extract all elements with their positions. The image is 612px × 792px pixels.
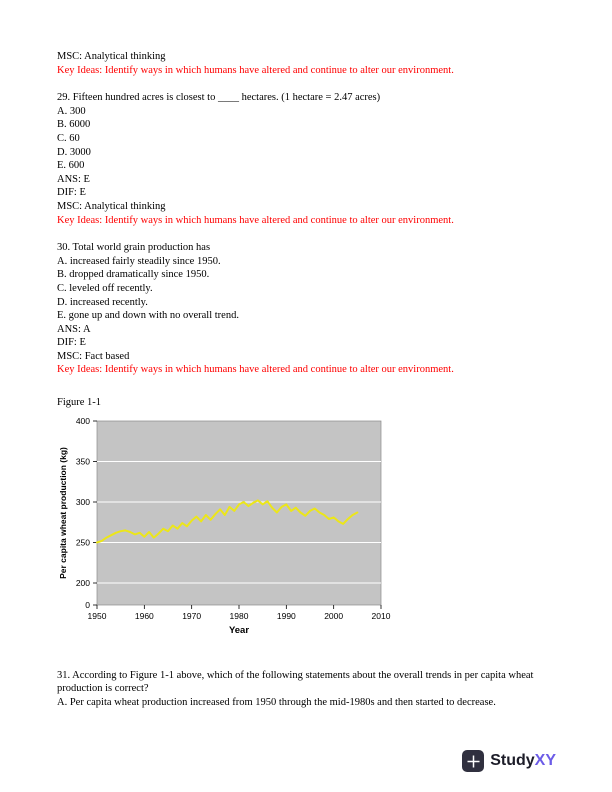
brand-xy: XY [534, 752, 556, 769]
question-29-answer: ANS: E [57, 173, 90, 185]
question-29-option-d: D. 3000 [57, 146, 91, 158]
question-30-option-e: E. gone up and down with no overall trend. [57, 310, 239, 322]
question-30-option-b: B. dropped dramatically since 1950. [57, 269, 210, 281]
question-29-key-ideas: Key Ideas: Identify ways in which humans have altered and continue to alter our environment. [57, 214, 454, 226]
question-30-option-d: D. increased recently. [57, 296, 148, 308]
question-29-stem: 29. Fifteen hundred acres is closest to ____ hectares. (1 hectare = 2.47 acres) [57, 92, 381, 104]
chart-y-tick-label: 200 [75, 577, 90, 588]
question-29-difficulty: DIF: E [57, 187, 86, 199]
question-30-difficulty: DIF: E [57, 337, 86, 349]
wheat-production-chart-svg [55, 415, 395, 641]
chart-x-axis-title: Year [228, 624, 250, 636]
question-30-option-c: C. leveled off recently. [57, 282, 153, 294]
chart-y-tick-label: 300 [75, 496, 90, 507]
chart-x-tick-label: 1980 [229, 610, 249, 621]
question-29-msc: MSC: Analytical thinking [57, 200, 166, 212]
question-29-option-e: E. 600 [57, 160, 85, 172]
question-30-option-a: A. increased fairly steadily since 1950. [57, 255, 221, 267]
chart-x-tick-label: 1960 [134, 610, 154, 621]
msc-text: MSC: Analytical thinking [57, 51, 166, 62]
chart-x-tick-label: 2010 [371, 610, 391, 621]
chart-y-tick-label: 0 [85, 599, 90, 610]
chart-x-tick-label: 1990 [276, 610, 296, 621]
chart-y-tick-label: 250 [75, 537, 90, 548]
question-30-msc: MSC: Fact based [57, 350, 130, 362]
question-31-stem: 31. According to Figure 1-1 above, which of the following statements about the overall trends in per capita wheat production is correct? [57, 669, 534, 695]
section-spacer [57, 377, 556, 396]
key-ideas-text: Key Ideas: Identify ways in which humans have altered and continue to alter our environment. [57, 64, 454, 76]
studyxy-logo [462, 750, 556, 772]
chart-y-tick-label: 350 [75, 456, 90, 467]
figure-label: Figure 1-1 [57, 397, 102, 409]
chart-y-axis-title: Per capita wheat production (kg) [58, 446, 68, 579]
question-29-option-b: B. 6000 [57, 119, 91, 131]
question-29-option-a: A. 300 [57, 105, 86, 117]
plus-icon [462, 750, 484, 772]
section-spacer [57, 227, 556, 241]
chart-x-tick-label: 2000 [324, 610, 344, 621]
question-29-option-c: C. 60 [57, 132, 80, 144]
chart-y-tick-label: 400 [75, 415, 90, 426]
plus-icon-glyph [467, 755, 480, 768]
chart-plot-area [97, 421, 381, 605]
question-31 [57, 669, 556, 710]
question-30-key-ideas: Key Ideas: Identify ways in which humans have altered and continue to alter our environment. [57, 364, 454, 376]
question-30-stem: 30. Total world grain production has [57, 242, 211, 254]
chart-x-tick-label: 1970 [182, 610, 202, 621]
figure-1-1-chart [55, 415, 556, 641]
brand-text [490, 752, 556, 770]
chart-x-tick-label: 1950 [87, 610, 107, 621]
question-31-option-a: A. Per capita wheat production increased from 1950 through the mid-1980s and then started to decrease. [57, 696, 496, 708]
section-spacer [57, 77, 556, 91]
brand-study: Study [490, 752, 535, 769]
question-30-answer: ANS: A [57, 323, 91, 335]
